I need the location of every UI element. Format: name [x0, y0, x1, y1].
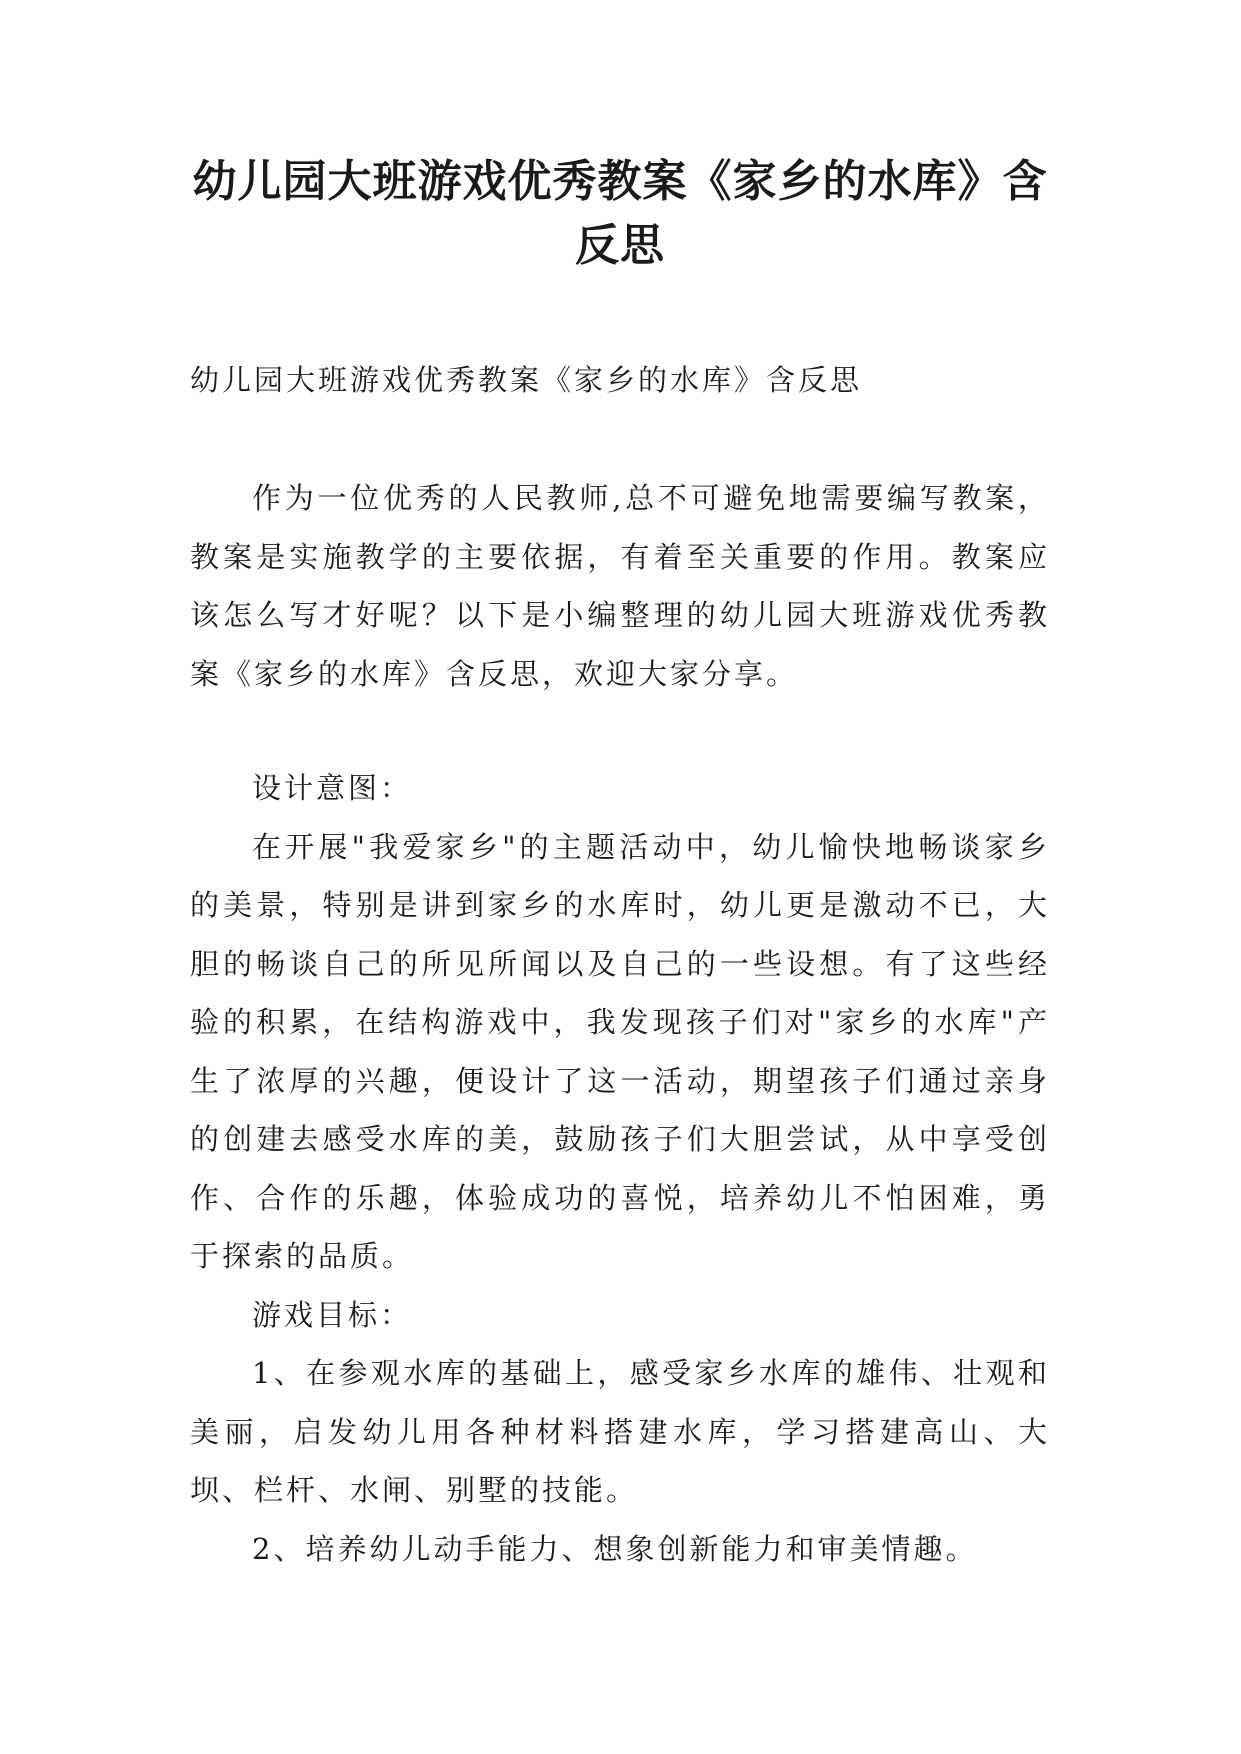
design-intent-heading: 设计意图：: [252, 771, 413, 805]
game-goal-item-2: 2、培养幼儿动手能力、想象创新能力和审美情趣。: [252, 1531, 978, 1566]
game-goals-heading: 游戏目标：: [252, 1297, 413, 1332]
content-section: [190, 759, 1050, 1578]
document-title: 幼儿园大班游戏优秀教案《家乡的水库》含反思: [192, 156, 1048, 271]
document-subtitle: 幼儿园大班游戏优秀教案《家乡的水库》含反思: [190, 363, 863, 397]
game-goal-item-1: 1、在参观水库的基础上，感受家乡水库的雄伟、壮观和美丽，启发幼儿用各种材料搭建水库，学习搭建高山、大坝、栏杆、水闸、别墅的技能。: [190, 1356, 1050, 1507]
intro-paragraph: 作为一位优秀的人民教师,总不可避免地需要编写教案，教案是实施教学的主要依据，有着至关重要的作用。教案应该怎么写才好呢？以下是小编整理的幼儿园大班游戏优秀教案《家乡的水库》含反思，欢迎大家分享。: [190, 481, 1050, 691]
design-intent-paragraph: 在开展"我爱家乡"的主题活动中，幼儿愉快地畅谈家乡的美景，特别是讲到家乡的水库时，幼儿更是激动不已，大胆的畅谈自己的所见所闻以及自己的一些设想。有了这些经验的积累，在结构游戏中，我发现孩子们对"家乡的水库"产生了浓厚的兴趣，便设计了这一活动，期望孩子们通过亲身的创建去感受水库的美，鼓励孩子们大胆尝试，从中享受创作、合作的乐趣，体验成功的喜悦，培养幼儿不怕困难，勇于探索的品质。: [190, 829, 1050, 1273]
